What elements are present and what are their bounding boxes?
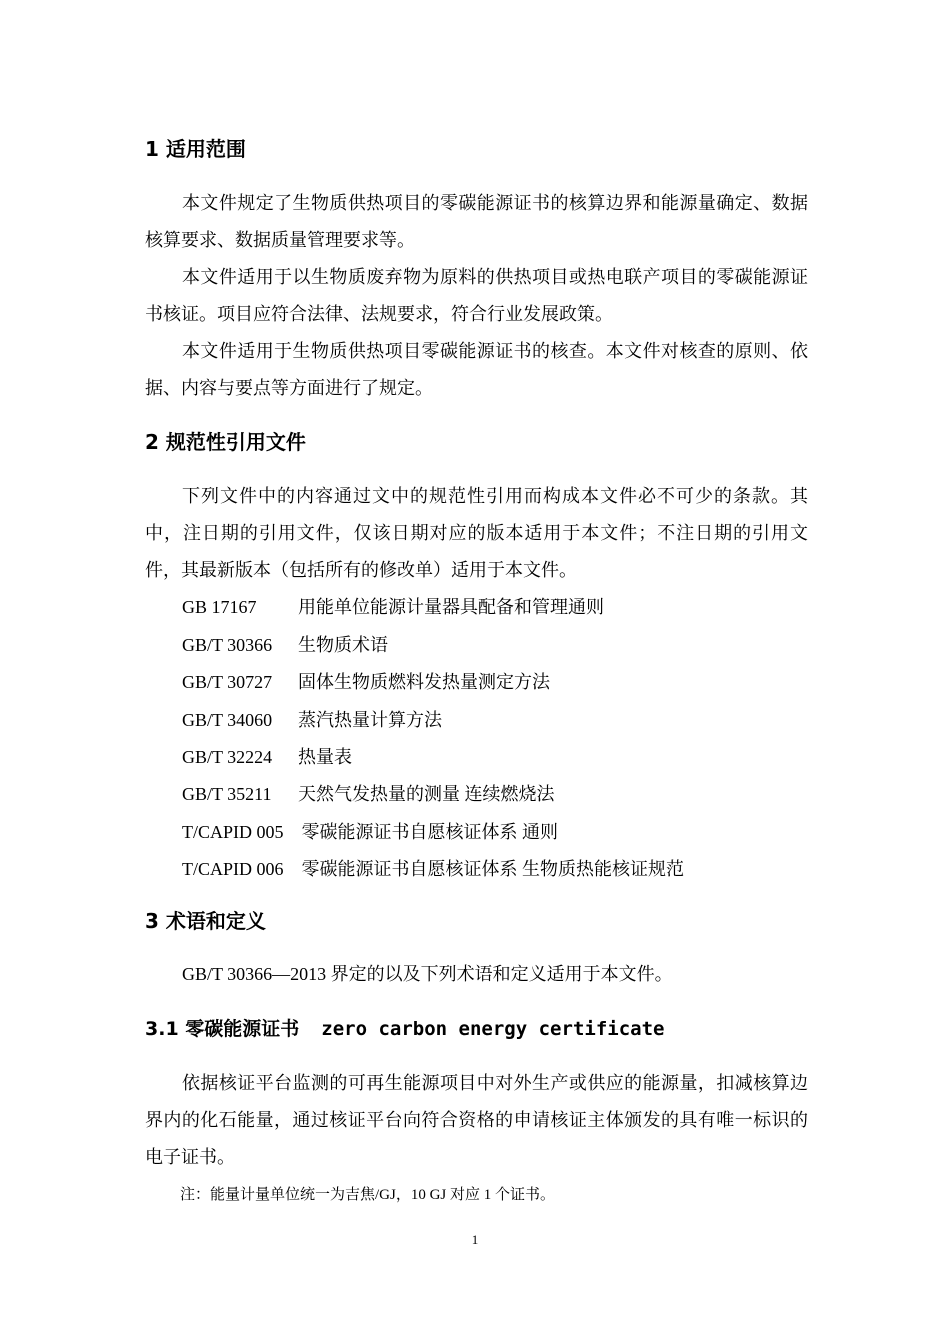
reference-title: 蒸汽热量计算方法 — [298, 710, 442, 730]
reference-item — [182, 780, 555, 808]
term-3-1-english: zero carbon energy certificate — [321, 1018, 665, 1040]
reference-item — [182, 855, 684, 883]
reference-code: T/CAPID 005 — [182, 822, 284, 842]
reference-title: 固体生物质燃料发热量测定方法 — [298, 672, 550, 692]
reference-item — [182, 706, 442, 734]
reference-code: GB/T 30366 — [182, 635, 273, 655]
reference-code: GB/T 35211 — [182, 784, 272, 804]
reference-item — [182, 593, 604, 621]
term-3-1-note: 注：能量计量单位统一为吉焦/GJ，10 GJ 对应 1 个证书。 — [180, 1187, 556, 1203]
reference-title: 天然气发热量的测量 连续燃烧法 — [298, 784, 555, 804]
section-1-paragraph-2: 本文件适用于以生物质废弃物为原料的供热项目或热电联产项目的零碳能源证书核证。项目应符合法律、法规要求，符合行业发展政策。 — [145, 267, 808, 324]
section-1-paragraph-3: 本文件适用于生物质供热项目零碳能源证书的核查。本文件对核查的原则、依据、内容与要点等方面进行了规定。 — [145, 341, 808, 398]
term-3-1-definition: 依据核证平台监测的可再生能源项目中对外生产或供应的能源量，扣减核算边界内的化石能量，通过核证平台向符合资格的申请核证主体颁发的具有唯一标识的电子证书。 — [145, 1073, 808, 1167]
term-3-1-number-and-name: 3.1 零碳能源证书 — [145, 1018, 300, 1040]
term-3-1-heading — [145, 1015, 664, 1043]
reference-code: GB 17167 — [182, 597, 257, 617]
section-2-intro: 下列文件中的内容通过文中的规范性引用而构成本文件必不可少的条款。其中，注日期的引用文件，仅该日期对应的版本适用于本文件；不注日期的引用文件，其最新版本（包括所有的修改单）适用于本文件。 — [145, 486, 808, 580]
section-3-heading: 3 术语和定义 — [145, 909, 266, 933]
reference-title: 热量表 — [298, 747, 352, 767]
reference-title: 零碳能源证书自愿核证体系 通则 — [301, 822, 559, 842]
reference-code: GB/T 34060 — [182, 710, 273, 730]
reference-item — [182, 668, 550, 696]
reference-code: GB/T 32224 — [182, 747, 273, 767]
page-number: 1 — [471, 1232, 479, 1247]
reference-title: 生物质术语 — [298, 635, 388, 655]
reference-item — [182, 818, 558, 846]
section-1-paragraph-1: 本文件规定了生物质供热项目的零碳能源证书的核算边界和能源量确定、数据核算要求、数据质量管理要求等。 — [145, 193, 808, 250]
reference-item — [182, 743, 352, 771]
reference-title: 用能单位能源计量器具配备和管理通则 — [298, 597, 604, 617]
section-2-heading: 2 规范性引用文件 — [145, 430, 306, 454]
section-3-intro: GB/T 30366—2013 界定的以及下列术语和定义适用于本文件。 — [182, 964, 673, 984]
reference-code: T/CAPID 006 — [182, 859, 284, 879]
section-1-heading: 1 适用范围 — [145, 137, 246, 161]
reference-code: GB/T 30727 — [182, 672, 273, 692]
reference-item — [182, 631, 388, 659]
reference-title: 零碳能源证书自愿核证体系 生物质热能核证规范 — [301, 859, 685, 879]
